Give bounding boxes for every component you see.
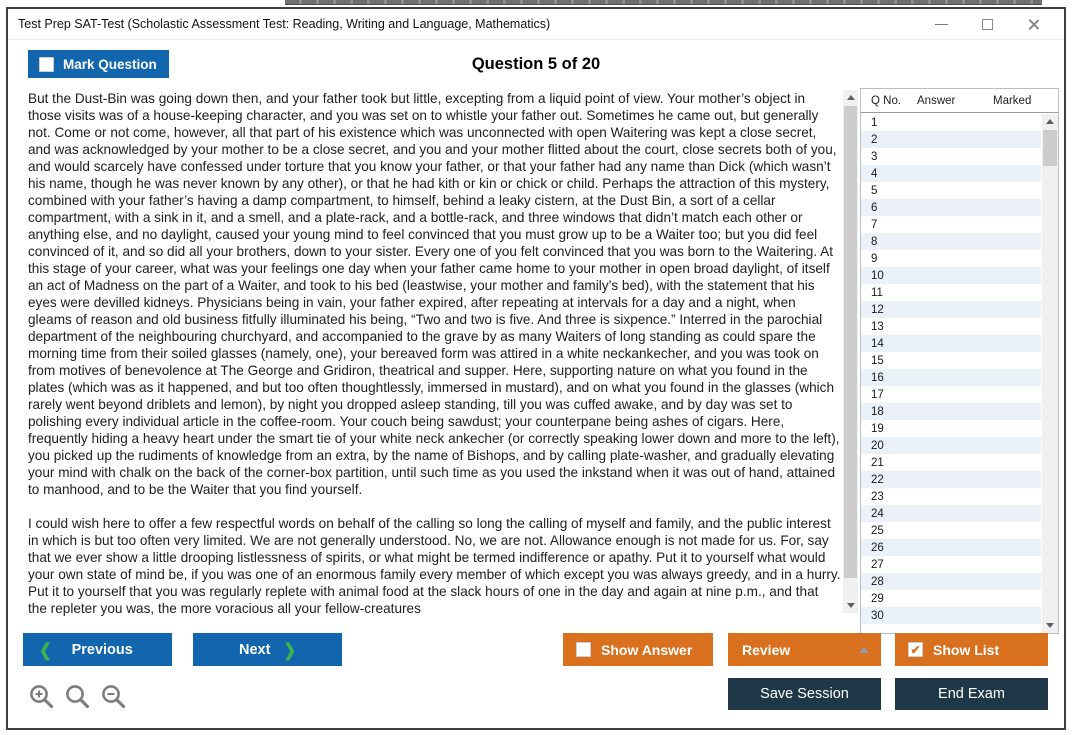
zoom-toolbar <box>28 683 127 710</box>
question-number: 5 <box>871 184 878 197</box>
question-number: 10 <box>871 269 884 282</box>
question-number: 6 <box>871 201 878 214</box>
question-row[interactable] <box>861 471 1041 488</box>
title-bar <box>8 9 1064 40</box>
chevron-right-icon: ❯ <box>283 640 296 660</box>
question-row[interactable] <box>861 369 1041 386</box>
scroll-down-icon[interactable] <box>1042 618 1058 633</box>
column-marked: Marked <box>993 94 1032 107</box>
question-row[interactable] <box>861 607 1041 624</box>
question-counter: Question 5 of 20 <box>471 55 601 73</box>
question-row[interactable] <box>861 182 1041 199</box>
question-row[interactable] <box>861 114 1041 131</box>
question-number: 25 <box>871 524 884 537</box>
question-row[interactable] <box>861 590 1041 607</box>
question-number: 13 <box>871 320 884 333</box>
minimize-icon <box>935 24 948 25</box>
close-icon <box>1027 18 1040 31</box>
question-row[interactable] <box>861 556 1041 573</box>
question-number: 16 <box>871 371 884 384</box>
chevron-up-icon <box>859 647 869 653</box>
previous-button[interactable] <box>23 633 172 666</box>
question-row[interactable] <box>861 216 1041 233</box>
show-list-checkbox[interactable]: ✔ <box>908 642 923 657</box>
passage-paragraph-2: I could wish here to offer a few respectful words on behalf of the calling so long the calling of myself and family, and the public interest in which is but too often very limited. We are not generally understood. No, we are not. Allowance enough is not made for us. For, say that we ever show a little drooping listlessness of spirits, or what might be termed indifference or apathy. Put it to yourself what would your own state of mind be, if you was one of an enormous family every member of which except you was always greedy, and in a hurry. Put it to yourself that you was regularly replete with animal food at the slack hours of one in the day and again at nine p.m., and that the repleter you was, the more voracious all your fellow-creatures <box>28 516 841 616</box>
question-number: 22 <box>871 473 884 486</box>
maximize-button[interactable] <box>964 9 1010 40</box>
previous-label: Previous <box>71 641 133 658</box>
question-number: 27 <box>871 558 884 571</box>
question-number: 18 <box>871 405 884 418</box>
end-exam-label: End Exam <box>938 686 1005 702</box>
question-row[interactable] <box>861 131 1041 148</box>
question-number: 3 <box>871 150 878 163</box>
question-row[interactable] <box>861 335 1041 352</box>
question-number: 11 <box>871 286 883 299</box>
show-list-label: Show List <box>933 641 1000 658</box>
scroll-up-icon[interactable] <box>843 90 858 105</box>
question-number: 28 <box>871 575 884 588</box>
next-label: Next <box>238 641 271 658</box>
question-row[interactable] <box>861 199 1041 216</box>
question-list-rows <box>861 114 1041 633</box>
show-answer-label: Show Answer <box>601 641 693 658</box>
window-controls <box>918 9 1056 40</box>
zoom-out-icon[interactable] <box>100 683 127 710</box>
reading-passage <box>28 90 841 634</box>
question-row[interactable] <box>861 318 1041 335</box>
question-number: 21 <box>871 456 884 469</box>
question-list-scrollbar[interactable] <box>1042 114 1058 633</box>
question-row[interactable] <box>861 488 1041 505</box>
mark-question-label: Mark Question <box>63 56 157 72</box>
question-row[interactable] <box>861 505 1041 522</box>
passage-scrollbar[interactable] <box>843 90 858 613</box>
scroll-down-icon[interactable] <box>843 598 858 613</box>
question-number: 29 <box>871 592 884 605</box>
close-button[interactable] <box>1010 9 1056 40</box>
question-number: 12 <box>871 303 884 316</box>
question-number: 7 <box>871 218 878 231</box>
question-row[interactable] <box>861 573 1041 590</box>
show-list-button[interactable] <box>895 633 1048 666</box>
question-number: 2 <box>871 133 878 146</box>
background-window-edge <box>285 0 1042 5</box>
question-number: 14 <box>871 337 884 350</box>
save-session-button[interactable] <box>728 678 881 710</box>
question-row[interactable] <box>861 233 1041 250</box>
window-title: Test Prep SAT-Test (Scholastic Assessment Test: Reading, Writing and Language, Mathematics) <box>18 17 551 31</box>
question-list-scrollbar-thumb[interactable] <box>1043 130 1057 166</box>
question-row[interactable] <box>861 352 1041 369</box>
question-row[interactable] <box>861 148 1041 165</box>
question-row[interactable] <box>861 454 1041 471</box>
question-number: 9 <box>871 252 878 265</box>
question-number: 4 <box>871 167 878 180</box>
question-number: 30 <box>871 609 884 622</box>
question-row[interactable] <box>861 420 1041 437</box>
question-number: 24 <box>871 507 884 520</box>
passage-paragraph-1: But the Dust-Bin was going down then, and your father took but little, excepting from a liquid point of view. Your mother’s object in those visits was of a house-keeping character, and you was set on to whistle your father out. Sometimes he came out, but generally not. Come or not come, however, all that part of his existence which was unconnected with open Waitering was kept a close secret, and was acknowledged by your mother to be a close secret, and you and your mother flitted about the court, close secrets both of you, and would scarcely have confessed under torture that you know your father, or that your father had any name than Dick (which wasn’t his name, though he was never known by any other), or that he had kith or kin or chick or child. Perhaps the attraction of this mystery, combined with your father’s having a damp compartment, to himself, behind a leaky cistern, at the Dust Bin, a sort of a cellar compartment, with a sink in it, and a smell, and a plate-rack, and a bottle-rack, and three windows that didn’t match each other or anything else, and no daylight, caused your young mind to feel convinced that you must grow up to be a Waiter too; but you did feel convinced of it, and so did all your brothers, down to your sister. Every one of you felt convinced that you was born to the Waitering. At this stage of your career, what was your feelings one day when your father came home to your mother in open broad daylight, of itself an act of Madness on the part of a Waiter, and took to his bed (leastwise, your mother and family’s bed), with the statement that his eyes were devilled kidneys. Physicians being in vain, your father expired, after repeating at intervals for a day and a night, when gleams of reason and old business fitfully illuminated his being, “Two and two is five. And three is sixpence.” Interred in the parochial department of the neighbouring churchyard, and accompanied to the grave by as many Waiters of long standing as could spare the morning time from their soiled glasses (namely, one), your bereaved form was attired in a white neckankecher, and you was took on from motives of benevolence at The George and Gridiron, theatrical and supper. Here, supporting nature on what you found in the plates (which was as it happened, and but too often thoughtlessly, immersed in mustard), and on what you found in the glasses (which rarely went beyond driblets and lemon), by night you dropped asleep standing, till you was cuffed awake, and by day was set to polishing every individual article in the coffee-room. Your couch being sawdust; your counterpane being ashes of cigars. Here, frequently hiding a heavy heart under the smart tie of your white neck ankecher (or correctly speaking lower down and more to the left), you picked up the rudiments of knowledge from an extra, by the name of Bishops, and by calling plate-washer, and gradually elevating your mind with chalk on the back of the corner-box partition, until such time as you used the inkstand when it was out of hand, attained to manhood, and to be the Waiter that you find yourself. <box>28 91 840 497</box>
question-number: 15 <box>871 354 884 367</box>
app-window <box>6 7 1066 730</box>
question-row[interactable] <box>861 250 1041 267</box>
end-exam-button[interactable] <box>895 678 1048 710</box>
question-row[interactable] <box>861 386 1041 403</box>
column-qno: Q No. <box>871 94 902 107</box>
next-button[interactable] <box>193 633 342 666</box>
question-number: 19 <box>871 422 884 435</box>
scroll-up-icon[interactable] <box>1042 114 1058 129</box>
question-number: 1 <box>871 116 878 129</box>
review-label: Review <box>742 641 791 658</box>
save-session-label: Save Session <box>760 686 849 702</box>
question-number: 8 <box>871 235 878 248</box>
question-number: 26 <box>871 541 884 554</box>
question-row[interactable] <box>861 522 1041 539</box>
question-row[interactable] <box>861 437 1041 454</box>
question-number: 17 <box>871 388 884 401</box>
column-answer: Answer <box>917 94 956 107</box>
show-answer-checkbox[interactable] <box>576 642 591 657</box>
passage-scrollbar-thumb[interactable] <box>844 106 857 578</box>
question-row[interactable] <box>861 284 1041 301</box>
question-row[interactable] <box>861 403 1041 420</box>
chevron-left-icon: ❮ <box>39 640 52 660</box>
question-number: 23 <box>871 490 884 503</box>
maximize-icon <box>982 19 993 30</box>
question-list-header <box>861 89 1058 113</box>
question-row[interactable] <box>861 165 1041 182</box>
show-answer-button[interactable] <box>563 633 713 666</box>
question-number: 20 <box>871 439 884 452</box>
question-row[interactable] <box>861 301 1041 318</box>
question-row[interactable] <box>861 539 1041 556</box>
zoom-in-icon[interactable] <box>28 683 55 710</box>
review-dropdown[interactable] <box>728 633 881 666</box>
question-list-panel <box>860 88 1059 634</box>
zoom-icon[interactable] <box>64 683 91 710</box>
minimize-button[interactable] <box>918 9 964 40</box>
question-row[interactable] <box>861 267 1041 284</box>
